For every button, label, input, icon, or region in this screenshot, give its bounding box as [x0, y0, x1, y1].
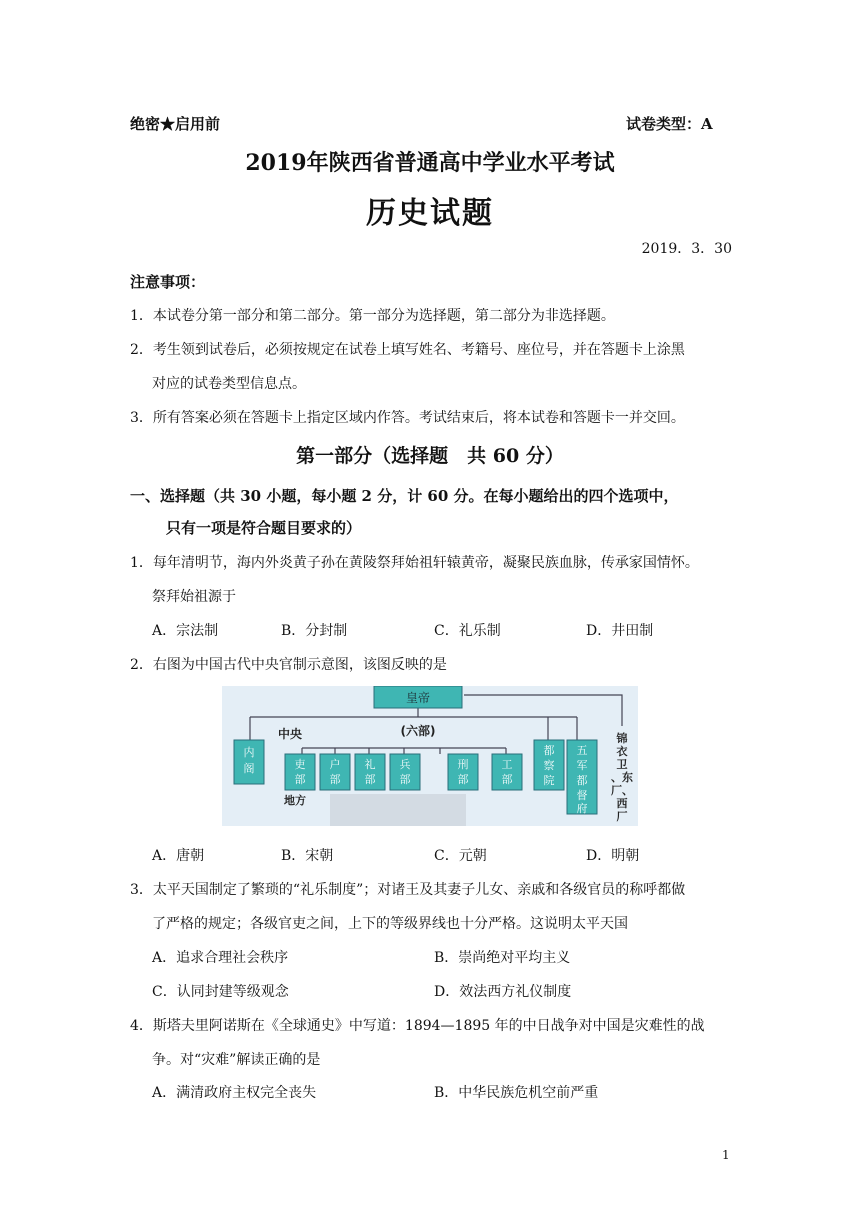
q2-option-c: C．元朝 — [434, 848, 487, 864]
local-label: 地方 — [284, 794, 306, 807]
svg-text:部: 部 — [364, 773, 376, 786]
part1-title: 第一部分（选择题 共 60 分） — [296, 445, 564, 467]
q2-option-b: B．宋朝 — [281, 848, 334, 864]
q3-option-b: B．崇尚绝对平均主义 — [434, 950, 571, 966]
svg-text:院: 院 — [543, 774, 555, 787]
q3-option-d: D．效法西方礼仪制度 — [434, 984, 572, 1000]
q1-option-c: C．礼乐制 — [434, 623, 501, 639]
svg-text:厂: 厂 — [616, 810, 628, 823]
q1-option-a: A．宗法制 — [152, 623, 219, 639]
svg-text:吏: 吏 — [294, 758, 306, 771]
confidential-mark: 绝密★启用前 — [130, 115, 221, 133]
question-1-stem: 1．每年清明节，海内外炎黄子孙在黄陵祭拜始祖轩辕黄帝，凝聚民族血脉，传承家国情怀。 — [130, 555, 699, 571]
q1-option-d: D．井田制 — [586, 623, 654, 639]
central-label: 中央 — [278, 727, 303, 741]
emperor-label: 皇帝 — [405, 691, 431, 705]
svg-text:督: 督 — [576, 789, 588, 802]
part1-instructions: 一、选择题（共 30 小题，每小题 2 分，计 60 分。在每小题给出的四个选项中， — [130, 487, 679, 505]
page-number: 1 — [722, 1148, 730, 1162]
q1-option-b: B．分封制 — [281, 623, 348, 639]
exam-date: 2019．3．30 — [641, 241, 732, 257]
q3-option-a: A．追求合理社会秩序 — [152, 950, 289, 966]
q2-option-d: D．明朝 — [586, 848, 640, 864]
svg-text:五: 五 — [576, 744, 588, 757]
subject-title: 历史试题 — [366, 196, 494, 231]
q4-option-a: A．满清政府主权完全丧失 — [152, 1085, 317, 1101]
svg-text:户: 户 — [329, 758, 341, 771]
note-item: 对应的试卷类型信息点。 — [152, 376, 306, 392]
svg-text:府: 府 — [576, 802, 588, 815]
exam-title: 2019年陕西省普通高中学业水平考试 — [245, 150, 615, 176]
svg-text:部: 部 — [457, 773, 469, 786]
question-2-stem: 2．右图为中国古代中央官制示意图，该图反映的是 — [130, 657, 447, 673]
svg-text:工: 工 — [501, 758, 513, 771]
part1-instructions-cont: 只有一项是符合题目要求的） — [166, 519, 362, 537]
svg-text:兵: 兵 — [399, 758, 411, 771]
svg-text:锦: 锦 — [616, 732, 628, 745]
svg-text:军: 军 — [576, 759, 588, 772]
q2-option-a: A．唐朝 — [152, 848, 205, 864]
q4-option-b: B．中华民族危机空前严重 — [434, 1085, 599, 1101]
svg-text:西: 西 — [616, 797, 628, 810]
svg-text:内: 内 — [243, 746, 255, 759]
svg-text:部: 部 — [329, 773, 341, 786]
svg-text:刑: 刑 — [457, 758, 469, 771]
svg-text:阁: 阁 — [243, 762, 255, 775]
svg-text:部: 部 — [399, 773, 411, 786]
svg-text:都: 都 — [543, 744, 555, 757]
question-1-stem-cont: 祭拜始祖源于 — [152, 589, 236, 605]
svg-text:都: 都 — [576, 774, 588, 787]
note-item: 1．本试卷分第一部分和第二部分。第一部分为选择题，第二部分为非选择题。 — [130, 308, 615, 324]
question-3-stem-cont: 了严格的规定；各级官吏之间，上下的等级界线也十分严格。这说明太平天国 — [152, 916, 628, 932]
official-system-diagram — [222, 686, 638, 826]
svg-text:察: 察 — [543, 759, 555, 772]
svg-text:部: 部 — [294, 773, 306, 786]
question-3-stem: 3．太平天国制定了繁琐的“礼乐制度”；对诸王及其妻子儿女、亲戚和各级官员的称呼都做 — [130, 882, 686, 898]
svg-text:卫: 卫 — [616, 758, 628, 771]
redacted-patch — [330, 794, 466, 826]
q3-option-c: C．认同封建等级观念 — [152, 984, 289, 1000]
svg-text:衣: 衣 — [616, 745, 628, 758]
question-4-stem: 4．斯塔夫里阿诺斯在《全球通史》中写道：1894—1895 年的中日战争对中国是灾难性的战 — [130, 1018, 705, 1034]
svg-text:厂、: 厂、 — [611, 784, 633, 797]
svg-text:部: 部 — [501, 773, 513, 786]
note-item: 3．所有答案必须在答题卡上指定区域内作答。考试结束后，将本试卷和答题卡一并交回。 — [130, 410, 685, 426]
paper-type: 试卷类型：A — [626, 115, 713, 133]
question-4-stem-cont: 争。对“灾难”解读正确的是 — [152, 1052, 321, 1068]
svg-text:、东: 、东 — [611, 771, 633, 784]
svg-text:礼: 礼 — [364, 758, 376, 771]
notes-heading: 注意事项： — [130, 273, 206, 291]
note-item: 2．考生领到试卷后，必须按规定在试卷上填写姓名、考籍号、座位号，并在答题卡上涂黑 — [130, 342, 685, 358]
six-ministries-label: (六部) — [400, 724, 436, 738]
